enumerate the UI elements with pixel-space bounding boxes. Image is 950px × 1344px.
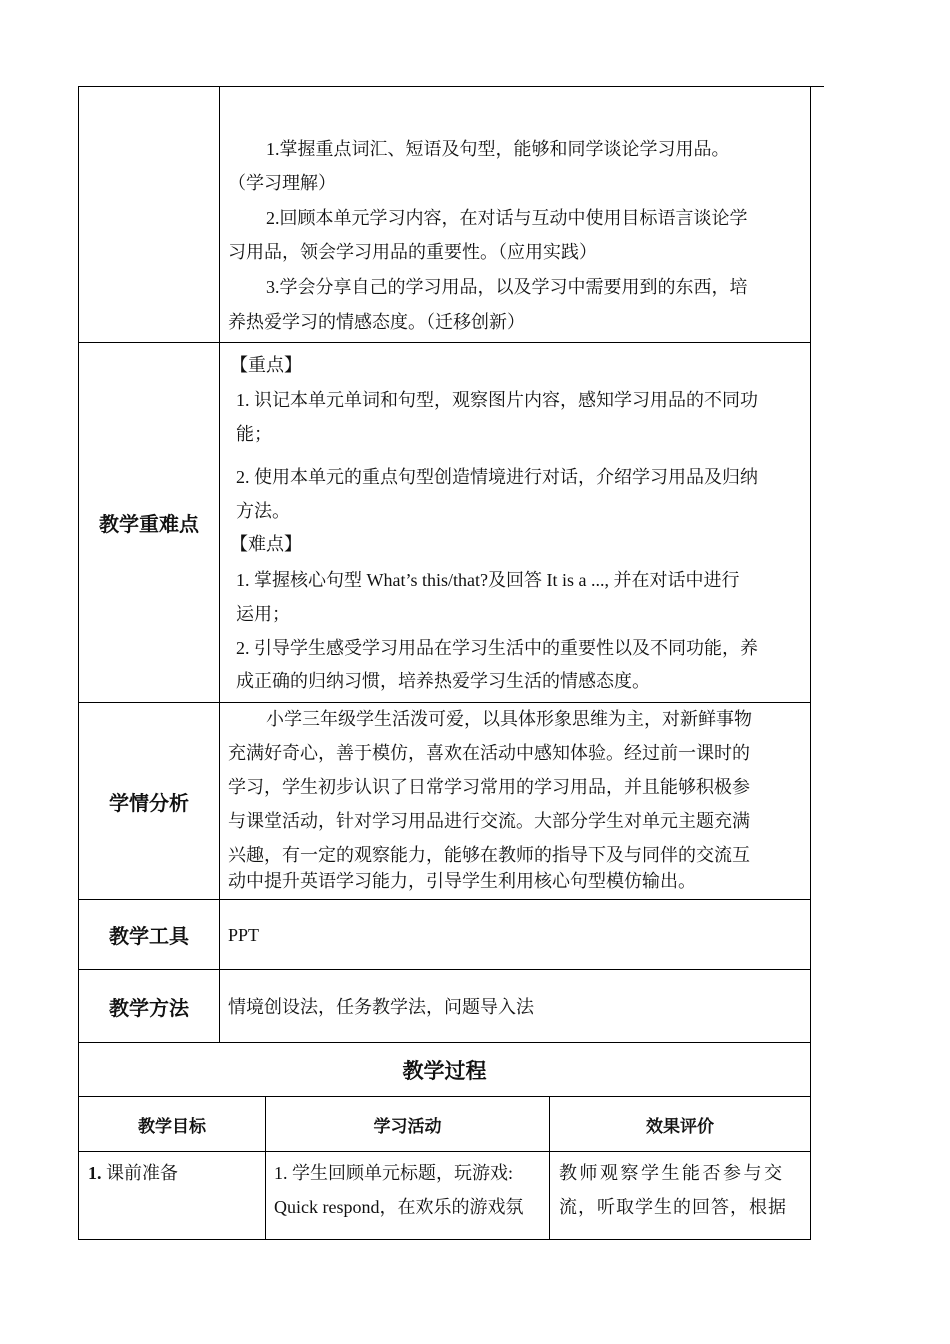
methods-label: 教学方法: [78, 969, 220, 1043]
key-points-line-2: 1. 识记本单元单词和句型，观察图片内容，感知学习用品的不同功: [236, 390, 758, 410]
process-row1-activity-cell: [265, 1151, 550, 1240]
key-points-label: 教学重难点: [78, 342, 220, 703]
analysis-line-6: 动中提升英语学习能力，引导学生利用核心句型模仿输出。: [228, 871, 696, 891]
analysis-line-4: 与课堂活动，针对学习用品进行交流。大部分学生对单元主题充满: [228, 811, 750, 831]
key-points-line-3: 能；: [236, 424, 272, 444]
objectives-label-cell: [78, 86, 220, 343]
methods-content-cell: [219, 969, 811, 1043]
key-points-line-8: 运用；: [236, 604, 290, 624]
process-header-evaluation: 效果评价: [549, 1096, 811, 1152]
objectives-line-3: 2.回顾本单元学习内容，在对话与互动中使用目标语言谈论学: [266, 208, 748, 228]
tools-value: PPT: [228, 925, 260, 945]
goal-text: 课前准备: [101, 1163, 178, 1183]
process-row1-goal: [88, 1156, 178, 1190]
objectives-line-2: （学习理解）: [228, 173, 336, 193]
analysis-label: 学情分析: [78, 702, 220, 900]
objectives-line-5: 3.学会分享自己的学习用品，以及学习中需要用到的东西，培: [266, 277, 748, 297]
analysis-line-2: 充满好奇心，善于模仿，喜欢在活动中感知体验。经过前一课时的: [228, 743, 750, 763]
methods-value: 情境创设法，任务教学法，问题导入法: [228, 997, 534, 1017]
key-points-line-9: 2. 引导学生感受学习用品在学习生活中的重要性以及不同功能，养: [236, 638, 758, 658]
key-points-content-cell: [219, 342, 811, 703]
key-points-line-10: 成正确的归纳习惯，培养热爱学习生活的情感态度。: [236, 671, 650, 691]
analysis-line-1: 小学三年级学生活泼可爱，以具体形象思维为主，对新鲜事物: [266, 709, 752, 729]
objectives-content-cell: [219, 86, 811, 343]
process-row1-goal-cell: [78, 1151, 266, 1240]
key-points-line-4: 2. 使用本单元的重点句型创造情境进行对话，介绍学习用品及归纳: [236, 467, 758, 487]
key-points-line-1: 【重点】: [230, 355, 302, 375]
process-title: 教学过程: [78, 1042, 811, 1097]
tools-content-cell: [219, 899, 811, 970]
objectives-line-6: 养热爱学习的情感态度。（迁移创新）: [228, 312, 525, 332]
analysis-content-cell: [219, 702, 811, 900]
activity-line-1: 1. 学生回顾单元标题，玩游戏:: [274, 1163, 513, 1183]
process-header-activity: 学习活动: [265, 1096, 550, 1152]
top-right-rule: [810, 86, 824, 87]
key-points-line-6: 【难点】: [230, 534, 302, 554]
process-header-goal: 教学目标: [78, 1096, 266, 1152]
tools-label: 教学工具: [78, 899, 220, 970]
activity-line-2: Quick respond，在欢乐的游戏氛: [274, 1197, 524, 1217]
analysis-line-3: 学习，学生初步认识了日常学习常用的学习用品，并且能够积极参: [228, 777, 750, 797]
process-row1-evaluation-cell: [549, 1151, 811, 1240]
analysis-line-5: 兴趣，有一定的观察能力，能够在教师的指导下及与同伴的交流互: [228, 845, 750, 865]
goal-number: 1.: [88, 1163, 102, 1183]
evaluation-line-1: 教师观察学生能否参与交: [559, 1163, 785, 1183]
objectives-line-1: 1.掌握重点词汇、短语及句型，能够和同学谈论学习用品。: [266, 139, 730, 159]
key-points-line-5: 方法。: [236, 501, 290, 521]
objectives-line-4: 习用品，领会学习用品的重要性。（应用实践）: [228, 242, 597, 262]
evaluation-line-2: 流，听取学生的回答，根据: [559, 1197, 787, 1217]
key-points-line-7: 1. 掌握核心句型 What’s this/that?及回答 It is a ..., 并在对话中进行: [236, 570, 740, 590]
